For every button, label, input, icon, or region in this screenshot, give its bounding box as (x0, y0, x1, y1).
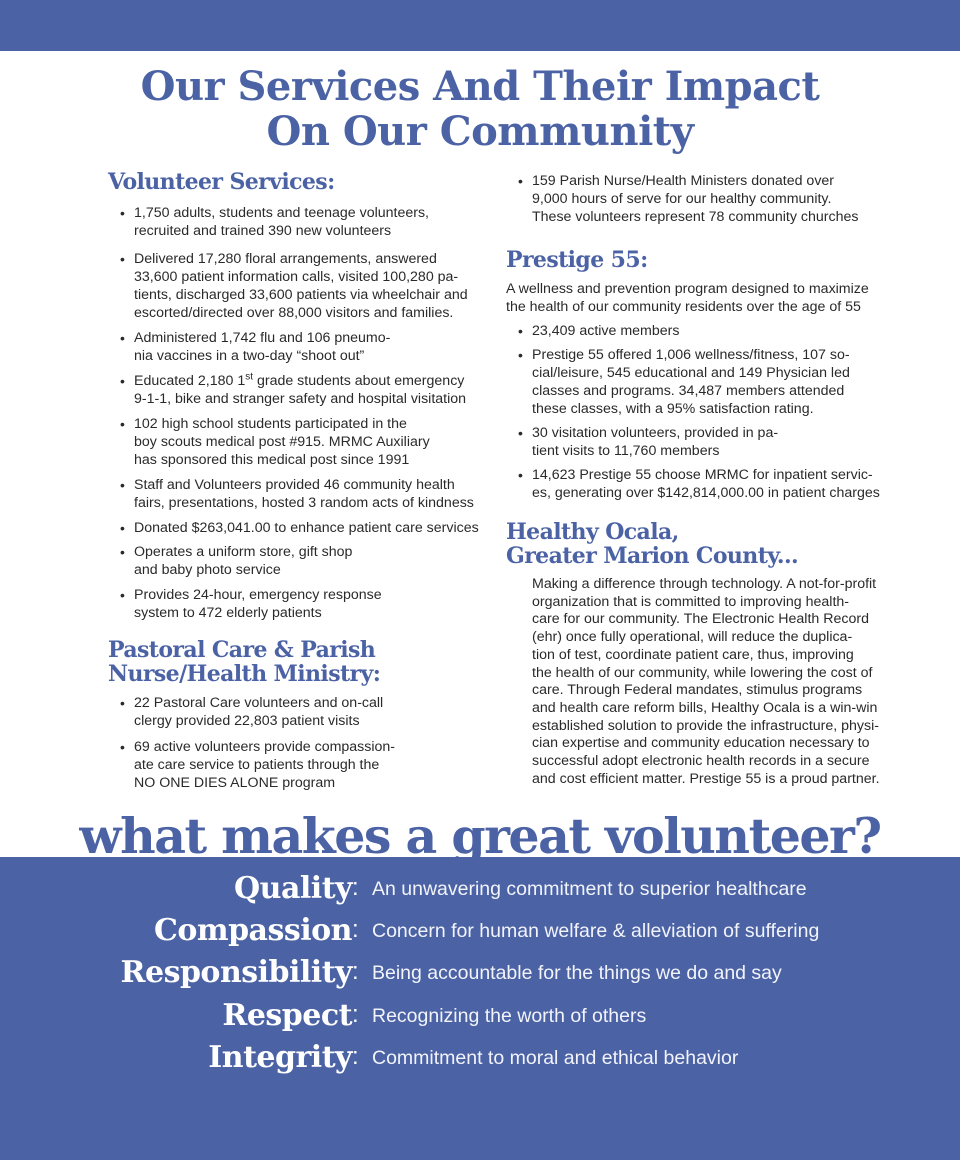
value-term: Compassion (153, 913, 352, 948)
list-item: • Prestige 55 offered 1,006 wellness/fitness, 107 so- cial/leisure, 545 educational and 149 Physician led classes and programs. 34,487 members attended these classes, with a 95% satisfaction rating. (506, 346, 906, 418)
list-item: • Operates a uniform store, gift shop and baby photo service (108, 543, 492, 579)
prestige-55-intro: A wellness and prevention program designed to maximize the health of our community residents over the age of 55 (506, 281, 869, 315)
value-colon: : (352, 874, 359, 901)
list-item: • 102 high school students participated in the boy scouts medical post #915. MRMC Auxiliary has sponsored this medical post since 1991 (108, 415, 492, 469)
value-row-responsibility (0, 953, 960, 993)
page-title (0, 64, 960, 154)
list-item: • 159 Parish Nurse/Health Ministers donated over 9,000 hours of serve for our healthy community. These volunteers represent 78 community churches (506, 172, 906, 226)
page-title-line-1: Our Services And Their Impact (140, 63, 820, 110)
value-row-integrity (0, 1038, 960, 1078)
value-row-compassion (0, 911, 960, 951)
list-item: • Educated 2,180 1st grade students about emergency 9-1-1, bike and stranger safety and hospital visitation (108, 372, 492, 408)
value-row-quality (0, 869, 960, 909)
value-term: Integrity (208, 1040, 352, 1075)
volunteer-services-list (108, 204, 492, 622)
list-item: • 22 Pastoral Care volunteers and on-call clergy provided 22,803 patient visits (108, 694, 492, 730)
great-volunteer-heading: what makes a great volunteer? (79, 807, 881, 865)
value-term: Respect (222, 998, 352, 1033)
value-term: Quality (234, 871, 352, 906)
value-definition: An unwavering commitment to superior healthcare (372, 878, 807, 900)
list-item: • Administered 1,742 flu and 106 pneumo- nia vaccines in a two-day “shoot out” (108, 329, 492, 365)
pastoral-care-list (108, 694, 492, 792)
list-item: • Staff and Volunteers provided 46 community health fairs, presentations, hosted 3 random acts of kindness (108, 476, 492, 512)
list-item: • 69 active volunteers provide compassion- ate care service to patients through the NO ONE DIES ALONE program (108, 738, 492, 792)
prestige-55-heading: Prestige 55: (506, 247, 648, 273)
top-banner (0, 0, 960, 51)
value-row-respect (0, 996, 960, 1036)
list-item: • Donated $263,041.00 to enhance patient care services (108, 519, 492, 537)
value-term: Responsibility (120, 955, 352, 990)
volunteer-services-heading: Volunteer Services: (108, 169, 335, 195)
value-definition: Being accountable for the things we do and say (372, 962, 782, 984)
page-title-line-2: On Our Community (266, 108, 694, 155)
value-colon: : (352, 1043, 359, 1070)
list-item: • 23,409 active members (506, 322, 906, 340)
value-definition: Concern for human welfare & alleviation of suffering (372, 920, 820, 942)
list-item: • Delivered 17,280 floral arrangements, answered 33,600 patient information calls, visited 100,280 pa- tients, discharged 33,600 patients via wheelchair and escorted/directed over 88,000 visitors and families. (108, 250, 492, 322)
list-item: • 30 visitation volunteers, provided in pa- tient visits to 11,760 members (506, 424, 906, 460)
right-column (506, 172, 906, 788)
list-item: • Provides 24-hour, emergency response system to 472 elderly patients (108, 586, 492, 622)
value-colon: : (352, 916, 359, 943)
healthy-ocala-heading: Healthy Ocala, Greater Marion County... (506, 519, 799, 569)
value-definition: Recognizing the worth of others (372, 1005, 647, 1027)
prestige-55-list (506, 322, 906, 502)
healthy-ocala-paragraph: Making a difference through technology. A not-for-profit organization that is committed to improving health- care for our community. The Electronic Health Record (ehr) once fully operational, will reduce the duplica- tion of test, coordinate patient care, thus, improving the health of our community, while lowering the cost of care. Through Federal mandates, stimulus programs and health care reform bills, Healthy Ocala is a win-win established solution to provide the infrastructure, physi- cian expertise and community education necessary to successful adopt electronic health records in a secure and cost efficient matter. Prestige 55 is a proud partner. (532, 576, 880, 787)
value-colon: : (352, 958, 359, 985)
values-panel (0, 857, 960, 1160)
parish-nurse-list (506, 172, 906, 226)
list-item: • 14,623 Prestige 55 choose MRMC for inpatient servic- es, generating over $142,814,000.00 in patient charges (506, 466, 906, 502)
left-column (108, 170, 492, 792)
value-definition: Commitment to moral and ethical behavior (372, 1047, 739, 1069)
list-item: • 1,750 adults, students and teenage volunteers, recruited and trained 390 new volunteers (108, 204, 492, 240)
pastoral-care-heading: Pastoral Care & Parish Nurse/Health Ministry: (108, 637, 381, 687)
value-colon: : (352, 1001, 359, 1028)
